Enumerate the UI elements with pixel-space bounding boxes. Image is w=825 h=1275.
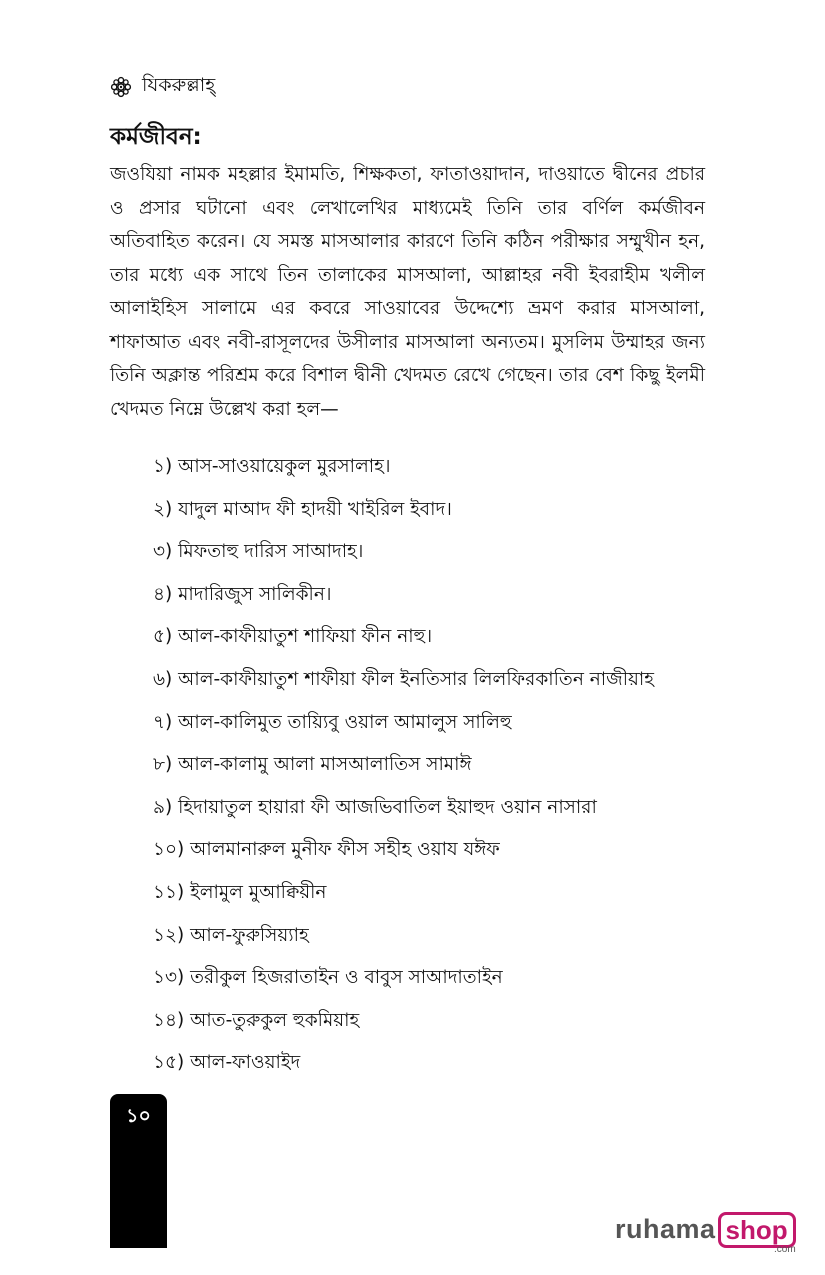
list-item: ১১) ইলামুল মুআক্বিয়ীন bbox=[153, 881, 327, 903]
section-title: কর্মজীবন: bbox=[110, 124, 202, 150]
list-item: ৪) মাদারিজুস সালিকীন। bbox=[153, 583, 332, 605]
body-paragraph: জওযিয়া নামক মহল্লার ইমামতি, শিক্ষকতা, ফাতাওয়াদান, দাওয়াতে দ্বীনের প্রচার ও প্রসার ঘটানো এবং লেখালেখির মাধ্যমেই তিনি তার বর্ণিল কর্মজীবন অতিবাহিত করেন। যে সমস্ত মাসআলার কারণে তিনি কঠিন পরীক্ষার সম্মুখীন হন, তার মধ্যে এক সাথে তিন তালাকের মাসআলা, আল্লাহর নবী ইবরাহীম খলীল আলাইহিস সালামে এর কবরে সাওয়াবের উদ্দেশ্যে ভ্রমণ করার মাসআলা, শাফাআত এবং নবী-রাসূলদের উসীলার মাসআলা অন্যতম। মুসলিম উম্মাহর জন্য তিনি অক্লান্ত পরিশ্রম করে বিশাল দ্বীনী খেদমত রেখে গেছেন। তার বেশ কিছু ইলমী খেদমত নিম্নে উল্লেখ করা হল— bbox=[110, 164, 705, 420]
logo-text-main: ruhama bbox=[615, 1214, 716, 1244]
list-item: ২) যাদুল মাআদ ফী হাদয়ী খাইরিল ইবাদ। bbox=[153, 498, 452, 520]
running-title: যিকরুল্লাহ্ bbox=[142, 74, 216, 96]
list-item: ১) আস-সাওয়ায়েকুল মুরসালাহ। bbox=[153, 456, 391, 477]
list-item: ৫) আল-কাফীয়াতুশ শাফিয়া ফীন নাহু। bbox=[153, 626, 433, 648]
list-item: ১৪) আত-তুরুকুল হুকমিয়াহ bbox=[153, 1009, 360, 1031]
list-item: ৮) আল-কালামু আলা মাসআলাতিস সামাঈ bbox=[153, 754, 472, 776]
page-number: ১০ bbox=[126, 1105, 151, 1127]
list-item: ১৩) তরীকুল হিজরাতাইন ও বাবুস সাআদাতাইন bbox=[153, 967, 503, 989]
list-item: ৬) আল-কাফীয়াতুশ শাফীয়া ফীল ইনতিসার লিলফিরকাতিন নাজীয়াহ bbox=[153, 668, 654, 690]
list-item: ১২) আল-ফুরুসিয়্যাহ bbox=[153, 924, 309, 946]
book-list bbox=[153, 446, 733, 1085]
page-number-tab bbox=[110, 1094, 167, 1248]
list-item: ৯) হিদায়াতুল হায়ারা ফী আজভিবাতিল ইয়াহুদ ওয়ান নাসারা bbox=[153, 796, 597, 818]
flower-ornament-icon bbox=[110, 76, 132, 98]
list-item: ১৫) আল-ফাওয়াইদ bbox=[153, 1052, 301, 1074]
running-head bbox=[110, 70, 215, 104]
list-item: ৭) আল-কালিমুত তায়্যিবু ওয়াল আমালুস সালিহু bbox=[153, 711, 512, 733]
list-item: ৩) মিফতাহু দারিস সাআদাহ। bbox=[153, 541, 364, 563]
logo-badge-wrap bbox=[718, 1212, 796, 1255]
list-item: ১০) আলমানারুল মুনীফ ফীস সহীহ ওয়ায যঈফ bbox=[153, 839, 500, 861]
ruhamashop-logo bbox=[615, 1212, 796, 1255]
logo-domain: .com bbox=[773, 1244, 796, 1255]
logo-badge: shop bbox=[718, 1212, 796, 1248]
